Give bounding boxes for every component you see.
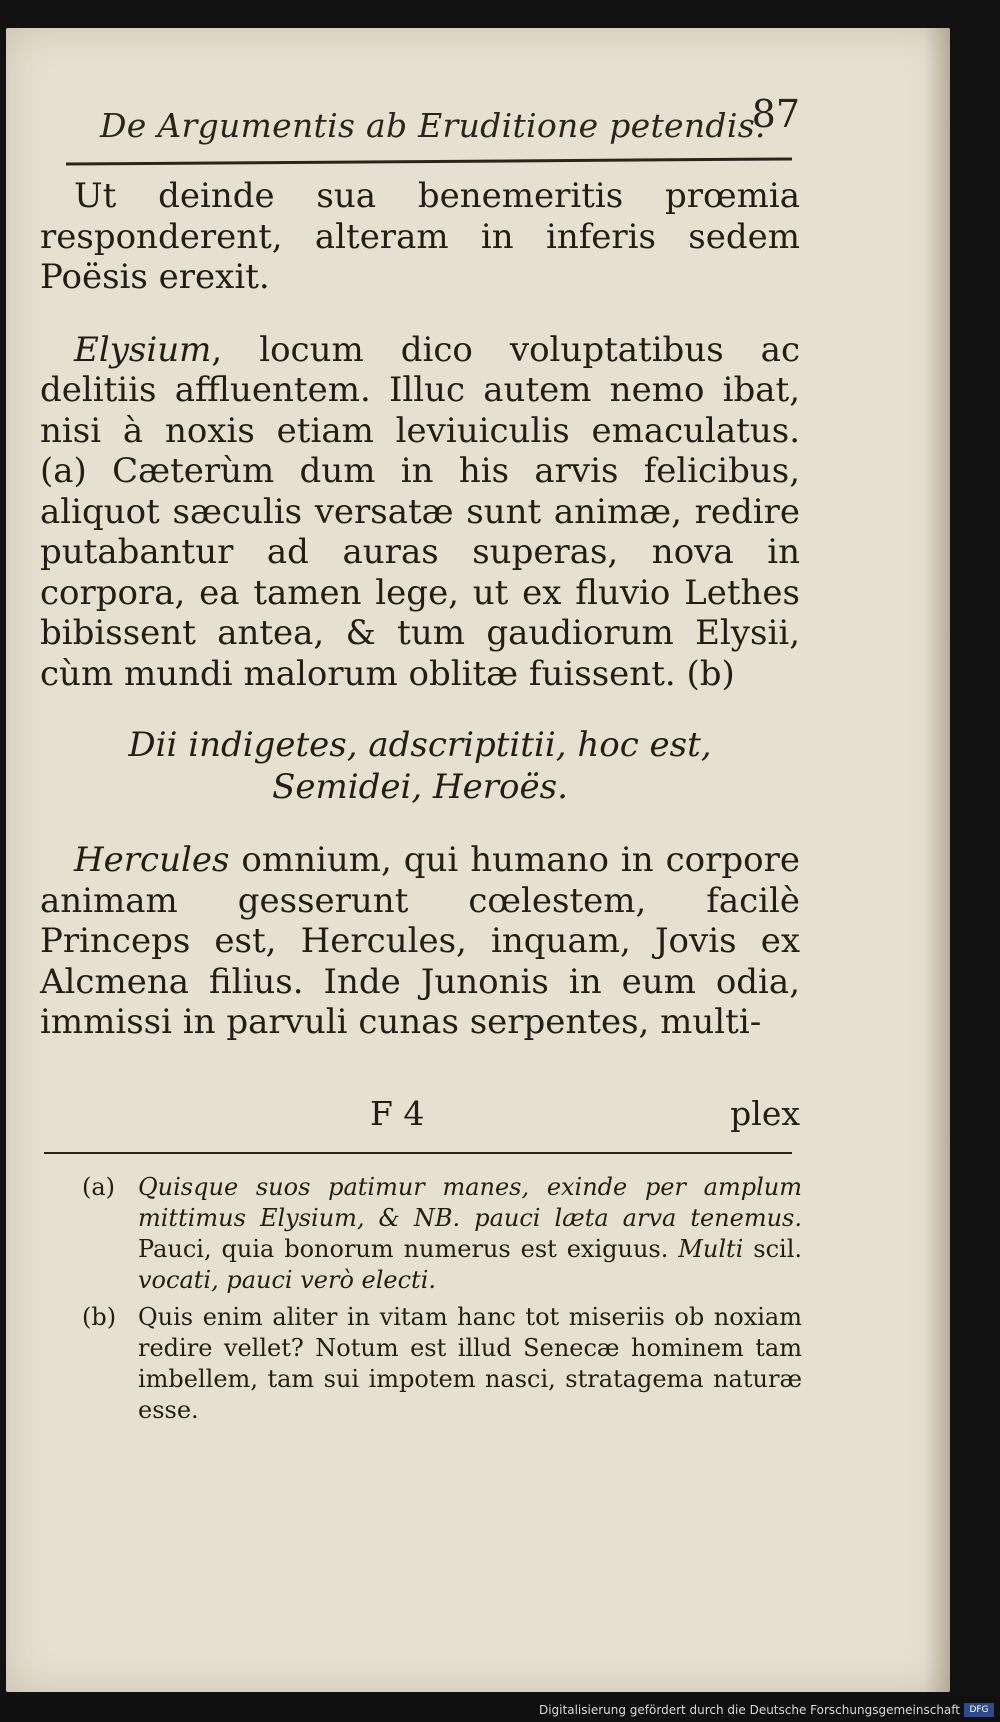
footnote-b	[82, 1302, 802, 1426]
section-heading: Dii indigetes, adscriptitii, hoc est, Semidei, Heroës.	[128, 725, 712, 807]
footer-bar	[0, 1696, 1000, 1722]
running-header	[100, 88, 800, 148]
paragraph-3	[40, 840, 800, 1043]
main-text	[40, 176, 800, 1043]
signature-line	[40, 1094, 800, 1138]
page-edge-shadow	[924, 28, 950, 1692]
paragraph-3-text: omnium, qui humano in corpore animam gesserunt cœlestem, facilè Princeps est, Hercules, inquam, Jovis ex Alcmena filius. Inde Junonis in eum odia, immissi in parvuli cunas serpentes, multi-	[40, 840, 800, 1042]
page-number: 87	[751, 92, 800, 136]
paragraph-2	[40, 330, 800, 695]
paragraph-2-text: , locum dico voluptatibus ac delitiis affluentem. Illuc autem nemo ibat, nisi à noxis etiam leviuiculis emaculatus. (a) Cæterùm dum in his arvis felicibus, aliquot sæculis versatæ sunt animæ, redire putabantur ad auras superas, nova in corpora, ea tamen lege, ut ex fluvio Lethes bibissent antea, & tum gaudiorum Elysii, cùm mundi malorum oblitæ fuissent. (b)	[40, 329, 800, 694]
footnote-a-end: vocati, pauci verò electi.	[138, 1266, 436, 1294]
footnote-a	[82, 1172, 802, 1296]
footnote-a-mark: (a)	[82, 1173, 116, 1201]
catchword: plex	[730, 1094, 800, 1133]
footnote-a-multi: Multi	[678, 1235, 744, 1263]
footnote-b-text: Quis enim aliter in vitam hanc tot miseriis ob noxiam redire vellet? Notum est illud Senecæ hominem tam imbellem, tam sui impotem nasci, stratagema naturæ esse.	[138, 1303, 802, 1424]
paragraph-2-lead: Elysium	[74, 329, 212, 370]
dfg-logo: DFG	[964, 1703, 994, 1717]
footnote-a-quote: Quisque suos patimur manes, exinde per amplum mittimus Elysium, & NB. pauci læta arva tenemus.	[138, 1173, 802, 1232]
running-title: De Argumentis ab Eruditione petendis.	[100, 106, 766, 145]
footnotes	[82, 1172, 802, 1426]
paragraph-3-lead: Hercules	[74, 840, 230, 880]
footer-credit: Digitalisierung gefördert durch die Deutsche Forschungsgemeinschaft	[538, 1703, 960, 1717]
signature-mark: F 4	[370, 1094, 425, 1133]
footnote-a-text: Pauci, quia bonorum numerus est exiguus.	[138, 1235, 679, 1263]
footnote-b-mark: (b)	[82, 1303, 117, 1331]
footnote-a-scil: scil.	[743, 1235, 802, 1263]
footnote-rule	[44, 1152, 792, 1154]
paragraph-1: Ut deinde sua benemeritis prœmia responderent, alteram in inferis sedem Poësis erexit.	[40, 176, 800, 297]
